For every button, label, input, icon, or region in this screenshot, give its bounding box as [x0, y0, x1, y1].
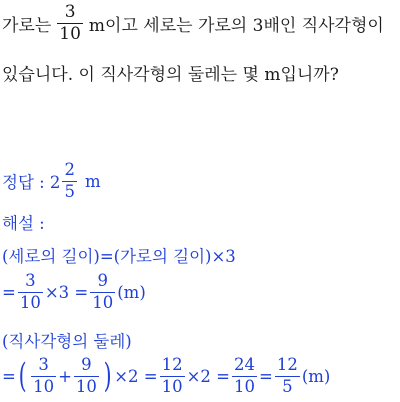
explanation-label: 해설 : [2, 214, 45, 233]
step4-fraction-e: $\frac{12}{5}$ [276, 355, 298, 396]
close-paren: ) [103, 356, 112, 397]
explanation-step-1: (세로의 길이)=(가로의 길이)×3 [2, 247, 236, 266]
question-line-1 [2, 4, 384, 43]
step4-fraction-d: $\frac{24}{10}$ [234, 355, 255, 396]
answer-label: 정답 : 2 [2, 173, 61, 193]
explanation-step-2: = $\frac{3}{10}$ ×3 = $\frac{9}{10}$ (m) [2, 271, 146, 312]
width-fraction: $\frac{3}{10}$ [59, 2, 81, 45]
explanation-step-3: (직사각형의 둘레) [2, 332, 132, 351]
explanation-step-4: = ( $\frac{3}{10}$ + $\frac{9}{10}$ ) ×2 = $\frac{12}{10}$ ×2 = $\frac{24}{10}$ = $\frac{12}{5}$ (m) [2, 355, 331, 397]
step2-fraction-1: $\frac{3}{10}$ [19, 271, 41, 312]
question-line-2: 있습니다. 이 직사각형의 둘레는 몇 m입니까? [2, 65, 339, 85]
open-paren: ( [18, 356, 27, 397]
step2-fraction-2: $\frac{9}{10}$ [92, 271, 114, 312]
step4-fraction-a: $\frac{3}{10}$ [33, 355, 55, 396]
answer-fraction: $\frac{2}{5}$ [64, 160, 75, 201]
step4-fraction-b: $\frac{9}{10}$ [75, 355, 97, 396]
answer-unit: m [84, 171, 101, 191]
answer-line [2, 162, 101, 200]
question-prefix: 가로는 [2, 16, 52, 37]
question-suffix: m이고 세로는 가로의 3배인 직사각형이 [88, 16, 384, 37]
step4-fraction-c: $\frac{12}{10}$ [161, 355, 183, 396]
